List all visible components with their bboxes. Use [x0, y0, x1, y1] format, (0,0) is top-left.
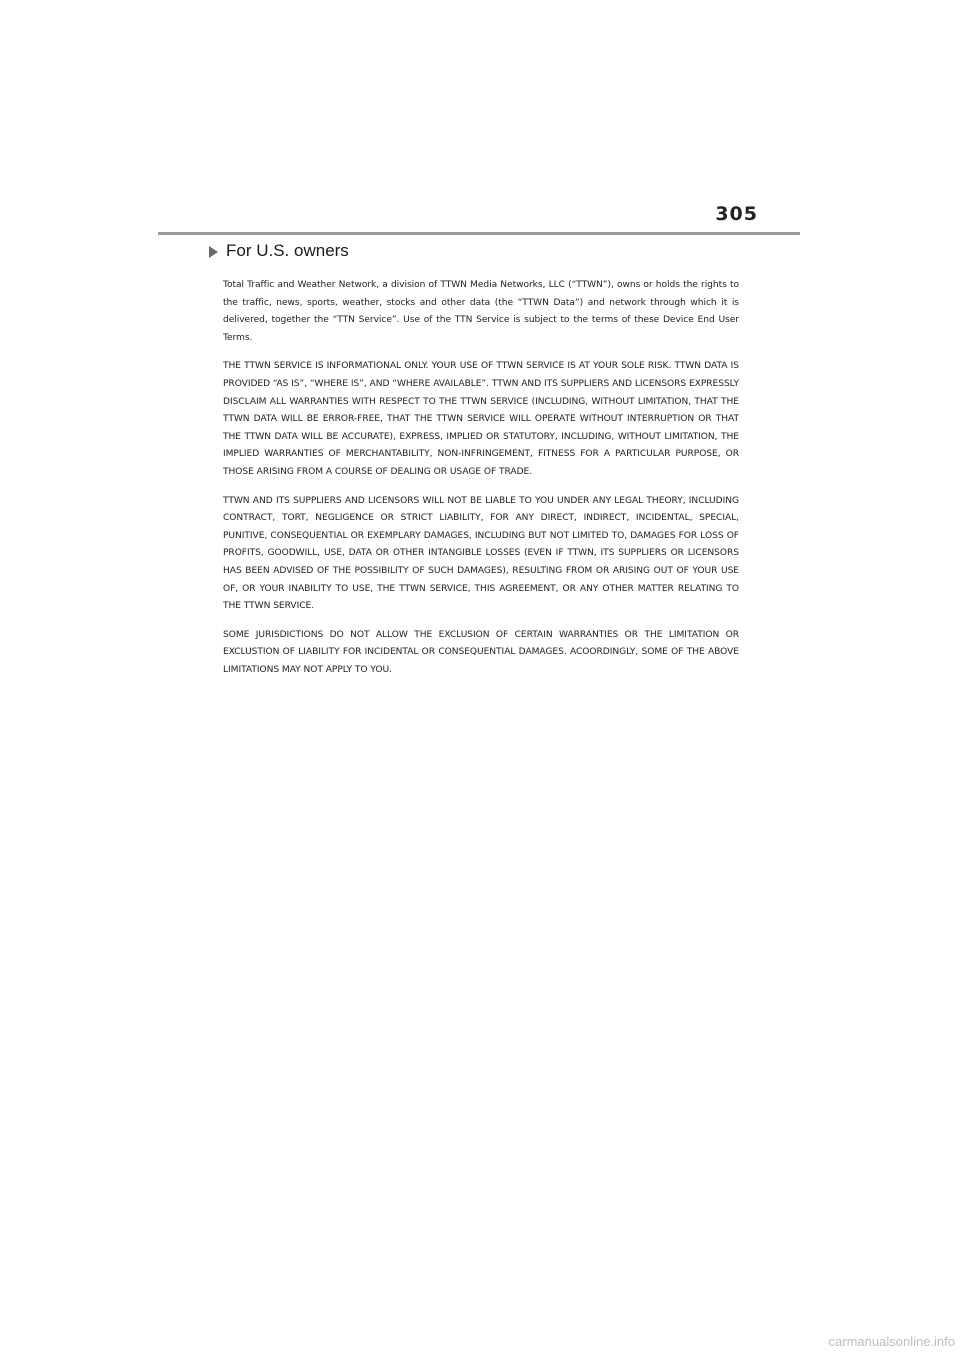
paragraph-disclaimer: THE TTWN SERVICE IS INFORMATIONAL ONLY. YOUR USE OF TTWN SERVICE IS AT YOUR SOLE RISK. TTWN DATA IS PROVIDED “AS IS”, “WHERE IS”, AND “WHERE AVAILABLE”. TTWN AND ITS SUPPLIERS AND LICENSORS EXPRESSLY DISCLAIM ALL WARRANTIES WITH RESPECT TO THE TTWN SERVICE (INCLUDING, WITHOUT LIMITATION, THAT THE TTWN DATA WILL BE ERROR-FREE, THAT THE TTWN SERVICE WILL OPERATE WITHOUT INTERRUPTION OR THAT THE TTWN DATA WILL BE ACCURATE), EXPRESS, IMPLIED OR STATUTORY, INCLUDING, WITHOUT LIMITATION, THE IMPLIED WARRANTIES OF MERCHANTABILITY, NON-INFRINGEMENT, FITNESS FOR A PARTICULAR PURPOSE, OR THOSE ARISING FROM A COURSE OF DEALING OR USAGE OF TRADE. [223, 361, 739, 477]
arrow-right-icon [209, 246, 218, 258]
body-text [223, 277, 739, 690]
paragraph-jurisdictions: SOME JURISDICTIONS DO NOT ALLOW THE EXCLUSION OF CERTAIN WARRANTIES OR THE LIMITATION OR EXCLUSTION OF LIABILITY FOR INCIDENTAL OR CONSEQUENTIAL DAMAGES. ACOORDINGLY, SOME OF THE ABOVE LIMITATIONS MAY NOT APPLY TO YOU. [223, 629, 739, 675]
page-number: 305 [715, 203, 758, 225]
section-heading-text: For U.S. owners [226, 241, 349, 260]
section-heading [209, 241, 349, 261]
header-rule [158, 232, 800, 235]
paragraph-intro: Total Traffic and Weather Network, a division of TTWN Media Networks, LLC (“TTWN”), owns or holds the rights to the traffic, news, sports, weather, stocks and other data (the “TTWN Data”) and network through which it is delivered, together the “TTN Service”. Use of the TTN Service is subject to the terms of these Device End User Terms. [223, 280, 739, 343]
paragraph-liability: TTWN AND ITS SUPPLIERS AND LICENSORS WILL NOT BE LIABLE TO YOU UNDER ANY LEGAL THEORY, INCLUDING CONTRACT, TORT, NEGLIGENCE OR STRICT LIABILITY, FOR ANY DIRECT, INDIRECT, INCIDENTAL, SPECIAL, PUNITIVE, CONSEQUENTIAL OR EXEMPLARY DAMAGES, INCLUDING BUT NOT LIMITED TO, DAMAGES FOR LOSS OF PROFITS, GOODWILL, USE, DATA OR OTHER INTANGIBLE LOSSES (EVEN IF TTWN, ITS SUPPLIERS OR LICENSORS HAS BEEN ADVISED OF THE POSSIBILITY OF SUCH DAMAGES), RESULTING FROM OR ARISING OUT OF YOUR USE OF, OR YOUR INABILITY TO USE, THE TTWN SERVICE, THIS AGREEMENT, OR ANY OTHER MATTER RELATING TO THE TTWN SERVICE. [223, 495, 739, 612]
watermark: carmanualsonline.info [828, 1334, 955, 1349]
